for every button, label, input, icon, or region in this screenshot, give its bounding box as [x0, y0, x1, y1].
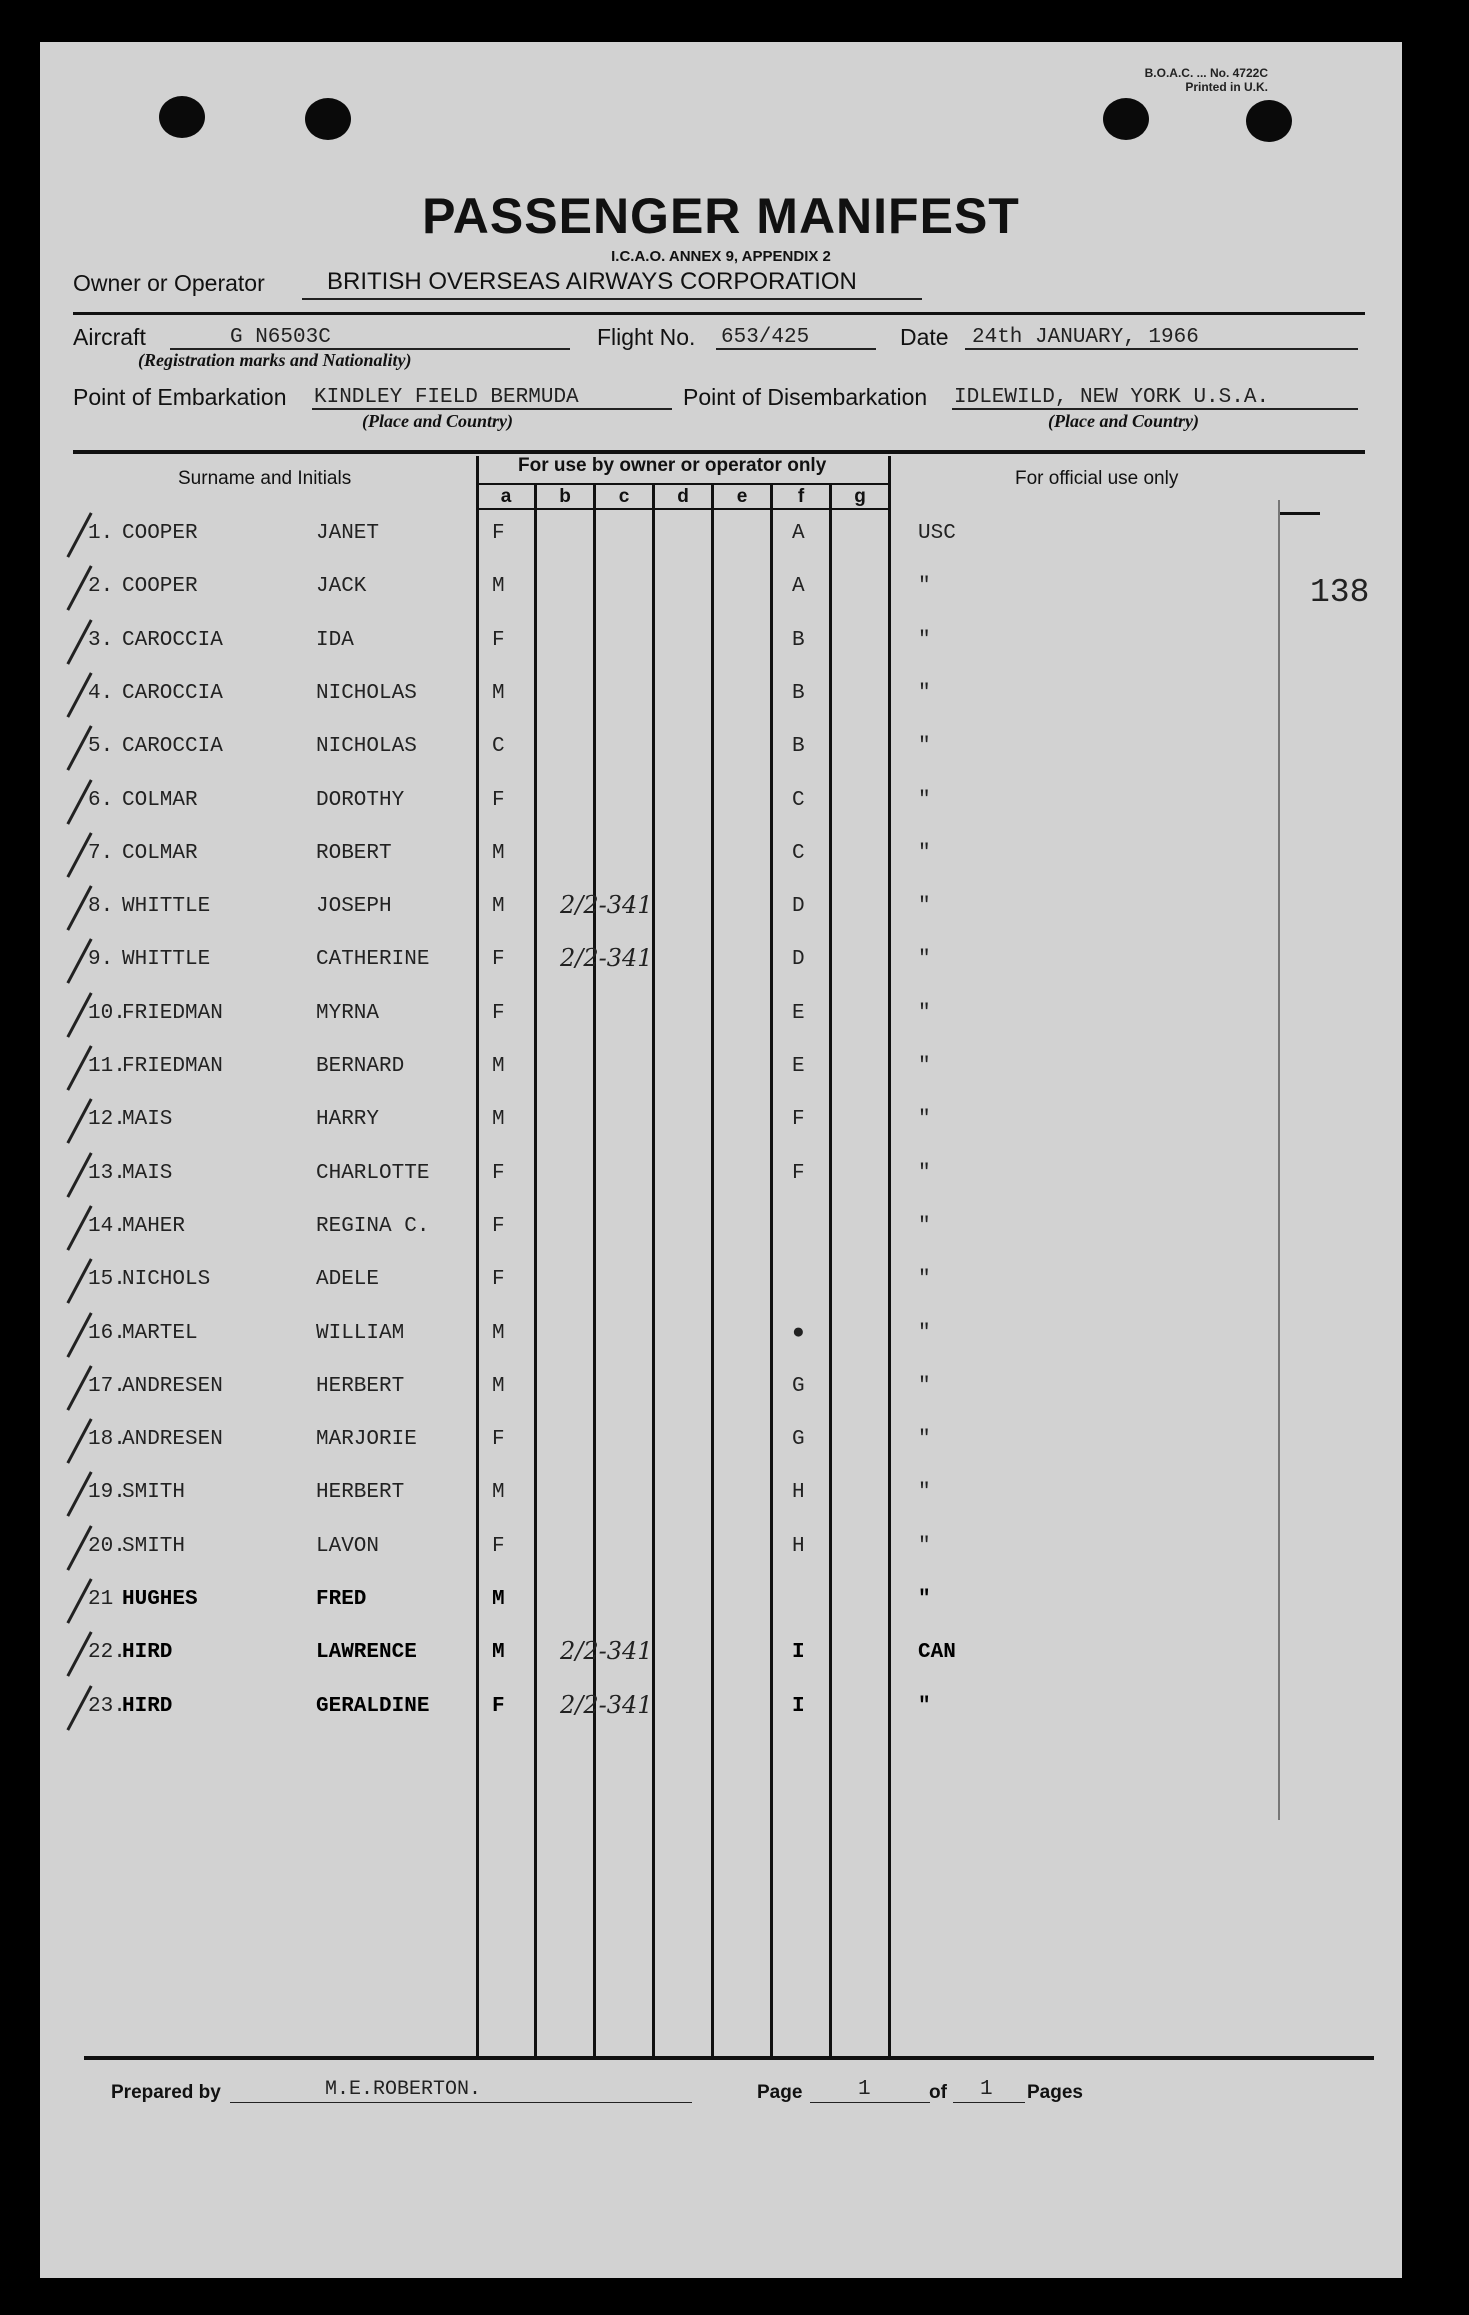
row-official: " [918, 789, 931, 812]
row-col-a: F [492, 789, 505, 812]
table-left-divider [476, 456, 479, 2058]
row-official: " [918, 1268, 931, 1291]
row-surname: SMITH [122, 1535, 186, 1558]
punch-hole [305, 98, 351, 140]
row-given-name: JANET [316, 522, 380, 545]
form-number [1138, 66, 1268, 94]
of-underline [953, 2102, 1025, 2103]
row-official: " [918, 1695, 931, 1718]
row-given-name: MYRNA [316, 1002, 380, 1025]
row-col-f: D [792, 948, 805, 971]
row-official: CAN [918, 1641, 956, 1664]
row-official: " [918, 1535, 931, 1558]
row-given-name: ADELE [316, 1268, 380, 1291]
row-surname: ANDRESEN [122, 1428, 223, 1451]
row-number: 3. [88, 629, 114, 652]
punch-hole [1246, 100, 1292, 142]
row-given-name: LAWRENCE [316, 1641, 417, 1664]
row-col-a: F [492, 1428, 505, 1451]
row-given-name: CHARLOTTE [316, 1162, 430, 1185]
row-col-a: M [492, 1322, 505, 1345]
row-col-f: C [792, 842, 805, 865]
prepared-label: Prepared by [111, 2082, 221, 2103]
row-col-f: A [792, 522, 805, 545]
row-number: 20. [88, 1535, 126, 1558]
row-col-b-handwritten: 2/2-341 [560, 1691, 653, 1719]
row-official: " [918, 682, 931, 705]
footer-rule [84, 2056, 1374, 2060]
row-number: 16. [88, 1322, 126, 1345]
date-label: Date [900, 324, 949, 350]
row-col-f: ● [792, 1322, 805, 1345]
row-col-a: F [492, 629, 505, 652]
row-number: 2. [88, 575, 114, 598]
row-col-a: F [492, 1162, 505, 1185]
row-col-a: M [492, 1375, 505, 1398]
row-surname: MAIS [122, 1162, 173, 1185]
column-header-d: d [677, 486, 689, 507]
row-col-f: E [792, 1002, 805, 1025]
row-given-name: JOSEPH [316, 895, 392, 918]
column-header-a: a [500, 486, 512, 507]
row-surname: WHITTLE [122, 895, 211, 918]
official-area-edge [1278, 500, 1280, 1820]
row-surname: HIRD [122, 1641, 173, 1664]
row-col-b-handwritten: 2/2-341 [560, 944, 653, 972]
column-header-f: f [797, 486, 805, 507]
row-given-name: LAVON [316, 1535, 380, 1558]
row-number: 5. [88, 735, 114, 758]
row-surname: MAIS [122, 1108, 173, 1131]
row-given-name: GERALDINE [316, 1695, 430, 1718]
header-bottom-rule [477, 508, 889, 510]
row-number: 23. [88, 1695, 126, 1718]
row-col-a: F [492, 522, 505, 545]
row-col-a: M [492, 895, 505, 918]
row-given-name: WILLIAM [316, 1322, 405, 1345]
row-official: USC [918, 522, 956, 545]
row-col-f: A [792, 575, 805, 598]
date-underline [965, 348, 1358, 350]
row-official: " [918, 1481, 931, 1504]
row-given-name: JACK [316, 575, 367, 598]
row-col-f: G [792, 1428, 805, 1451]
row-official: " [918, 948, 931, 971]
of-label: of [929, 2082, 947, 2103]
row-number: 4. [88, 682, 114, 705]
row-number: 17. [88, 1375, 126, 1398]
embarkation-hint: (Place and Country) [362, 411, 513, 431]
row-given-name: IDA [316, 629, 354, 652]
page-subtitle: I.C.A.O. ANNEX 9, APPENDIX 2 [611, 248, 831, 265]
row-number: 21 [88, 1588, 114, 1611]
row-surname: SMITH [122, 1481, 186, 1504]
printed-in-text: Printed in U.K. [1185, 80, 1268, 94]
row-surname: MARTEL [122, 1322, 198, 1345]
row-col-a: F [492, 1535, 505, 1558]
row-given-name: NICHOLAS [316, 735, 417, 758]
column-header-c: c [618, 486, 630, 507]
row-official: " [918, 1428, 931, 1451]
column-divider [534, 483, 537, 2058]
row-col-f: C [792, 789, 805, 812]
row-official: " [918, 1215, 931, 1238]
row-number: 10. [88, 1002, 126, 1025]
row-col-f: I [792, 1641, 805, 1664]
row-official: " [918, 735, 931, 758]
rule [73, 312, 1365, 315]
row-surname: FRIEDMAN [122, 1002, 223, 1025]
page-value: 1 [858, 2078, 871, 2101]
disembarkation-label: Point of Disembarkation [683, 384, 928, 410]
column-divider [770, 483, 773, 2058]
embarkation-underline [312, 408, 672, 410]
owner-value: BRITISH OVERSEAS AIRWAYS CORPORATION [327, 268, 857, 295]
row-col-f: H [792, 1535, 805, 1558]
page-label: Page [757, 2082, 803, 2103]
row-col-a: M [492, 1481, 505, 1504]
row-col-a: M [492, 842, 505, 865]
row-number: 8. [88, 895, 114, 918]
aircraft-hint: (Registration marks and Nationality) [138, 350, 412, 370]
table-right-divider [888, 456, 891, 2058]
column-header-b: b [559, 486, 571, 507]
row-surname: COLMAR [122, 789, 198, 812]
column-divider [593, 483, 596, 2058]
row-col-f: G [792, 1375, 805, 1398]
row-number: 13. [88, 1162, 126, 1185]
row-surname: FRIEDMAN [122, 1055, 223, 1078]
row-col-f: B [792, 629, 805, 652]
row-col-a: F [492, 948, 505, 971]
row-given-name: REGINA C. [316, 1215, 430, 1238]
page-title: PASSENGER MANIFEST [422, 188, 1020, 244]
row-surname: CAROCCIA [122, 682, 223, 705]
row-number: 14. [88, 1215, 126, 1238]
row-given-name: FRED [316, 1588, 367, 1611]
disembarkation-underline [952, 408, 1358, 410]
row-surname: HIRD [122, 1695, 173, 1718]
row-col-a: M [492, 1588, 505, 1611]
row-given-name: MARJORIE [316, 1428, 417, 1451]
row-given-name: CATHERINE [316, 948, 430, 971]
row-col-a: F [492, 1268, 505, 1291]
row-surname: ANDRESEN [122, 1375, 223, 1398]
row-col-a: M [492, 1641, 505, 1664]
disembarkation-value: IDLEWILD, NEW YORK U.S.A. [954, 386, 1270, 409]
column-header-e: e [736, 486, 748, 507]
row-number: 18. [88, 1428, 126, 1451]
row-col-f: I [792, 1695, 805, 1718]
owner-underline [302, 298, 922, 300]
row-col-f: B [792, 682, 805, 705]
row-number: 6. [88, 789, 114, 812]
row-official: " [918, 575, 931, 598]
row-col-a: F [492, 1215, 505, 1238]
column-divider [711, 483, 714, 2058]
row-surname: COLMAR [122, 842, 198, 865]
table-top-rule [73, 450, 1365, 454]
of-value: 1 [980, 2078, 993, 2101]
flight-underline [716, 348, 876, 350]
row-official: " [918, 1162, 931, 1185]
row-official: " [918, 1322, 931, 1345]
row-given-name: HERBERT [316, 1375, 405, 1398]
row-number: 12. [88, 1108, 126, 1131]
punch-hole [1103, 98, 1149, 140]
row-official: " [918, 1055, 931, 1078]
row-number: 1. [88, 522, 114, 545]
row-given-name: ROBERT [316, 842, 392, 865]
date-value: 24th JANUARY, 1966 [972, 326, 1199, 349]
row-col-b-handwritten: 2/2-341 [560, 891, 653, 919]
row-surname: NICHOLS [122, 1268, 211, 1291]
row-surname: HUGHES [122, 1588, 198, 1611]
row-col-a: M [492, 575, 505, 598]
prepared-underline [230, 2102, 692, 2103]
row-surname: WHITTLE [122, 948, 211, 971]
flight-value: 653/425 [721, 326, 810, 349]
row-surname: COOPER [122, 575, 198, 598]
punch-hole [159, 96, 205, 138]
form-no-text: B.O.A.C. ... No. 4722C [1144, 66, 1268, 80]
column-header-g: g [854, 486, 866, 507]
row-given-name: NICHOLAS [316, 682, 417, 705]
owner-label: Owner or Operator [73, 270, 265, 296]
surname-header: Surname and Initials [178, 468, 352, 489]
row-col-a: F [492, 1695, 505, 1718]
row-number: 15. [88, 1268, 126, 1291]
aircraft-label: Aircraft [73, 324, 146, 350]
row-official: " [918, 629, 931, 652]
aircraft-value: G N6503C [230, 326, 331, 349]
row-official: " [918, 1002, 931, 1025]
header-split-rule [477, 483, 889, 485]
pages-label: Pages [1027, 2082, 1083, 2103]
owner-use-header: For use by owner or operator only [518, 455, 827, 476]
row-official: " [918, 1108, 931, 1131]
row-number: 19. [88, 1481, 126, 1504]
row-col-f: E [792, 1055, 805, 1078]
embarkation-value: KINDLEY FIELD BERMUDA [314, 386, 579, 409]
manifest-sheet [40, 42, 1402, 2278]
row-col-b-handwritten: 2/2-341 [560, 1637, 653, 1665]
row-official: " [918, 895, 931, 918]
column-divider [652, 483, 655, 2058]
row-number: 9. [88, 948, 114, 971]
disembarkation-hint: (Place and Country) [1048, 411, 1199, 431]
row-col-a: M [492, 1055, 505, 1078]
row-col-a: M [492, 682, 505, 705]
official-use-header: For official use only [1015, 468, 1179, 489]
row-number: 7. [88, 842, 114, 865]
row-col-f: H [792, 1481, 805, 1504]
row-col-a: F [492, 1002, 505, 1025]
row-surname: CAROCCIA [122, 629, 223, 652]
row-given-name: HARRY [316, 1108, 380, 1131]
row-col-f: D [792, 895, 805, 918]
row-official: " [918, 1375, 931, 1398]
row-col-a: C [492, 735, 505, 758]
row-surname: MAHER [122, 1215, 186, 1238]
row-given-name: BERNARD [316, 1055, 405, 1078]
row-official: " [918, 1588, 931, 1611]
column-divider [829, 483, 832, 2058]
page-underline [810, 2102, 930, 2103]
row-surname: COOPER [122, 522, 198, 545]
flight-label: Flight No. [597, 324, 696, 350]
official-rule [1278, 512, 1320, 515]
row-given-name: DOROTHY [316, 789, 405, 812]
side-page-number: 138 [1310, 574, 1370, 611]
row-surname: CAROCCIA [122, 735, 223, 758]
row-given-name: HERBERT [316, 1481, 405, 1504]
row-number: 11. [88, 1055, 126, 1078]
embarkation-label: Point of Embarkation [73, 384, 287, 410]
row-col-a: M [492, 1108, 505, 1131]
row-col-f: F [792, 1162, 805, 1185]
row-official: " [918, 842, 931, 865]
prepared-value: M.E.ROBERTON. [325, 2078, 482, 2101]
row-col-f: B [792, 735, 805, 758]
row-number: 22. [88, 1641, 126, 1664]
row-col-f: F [792, 1108, 805, 1131]
